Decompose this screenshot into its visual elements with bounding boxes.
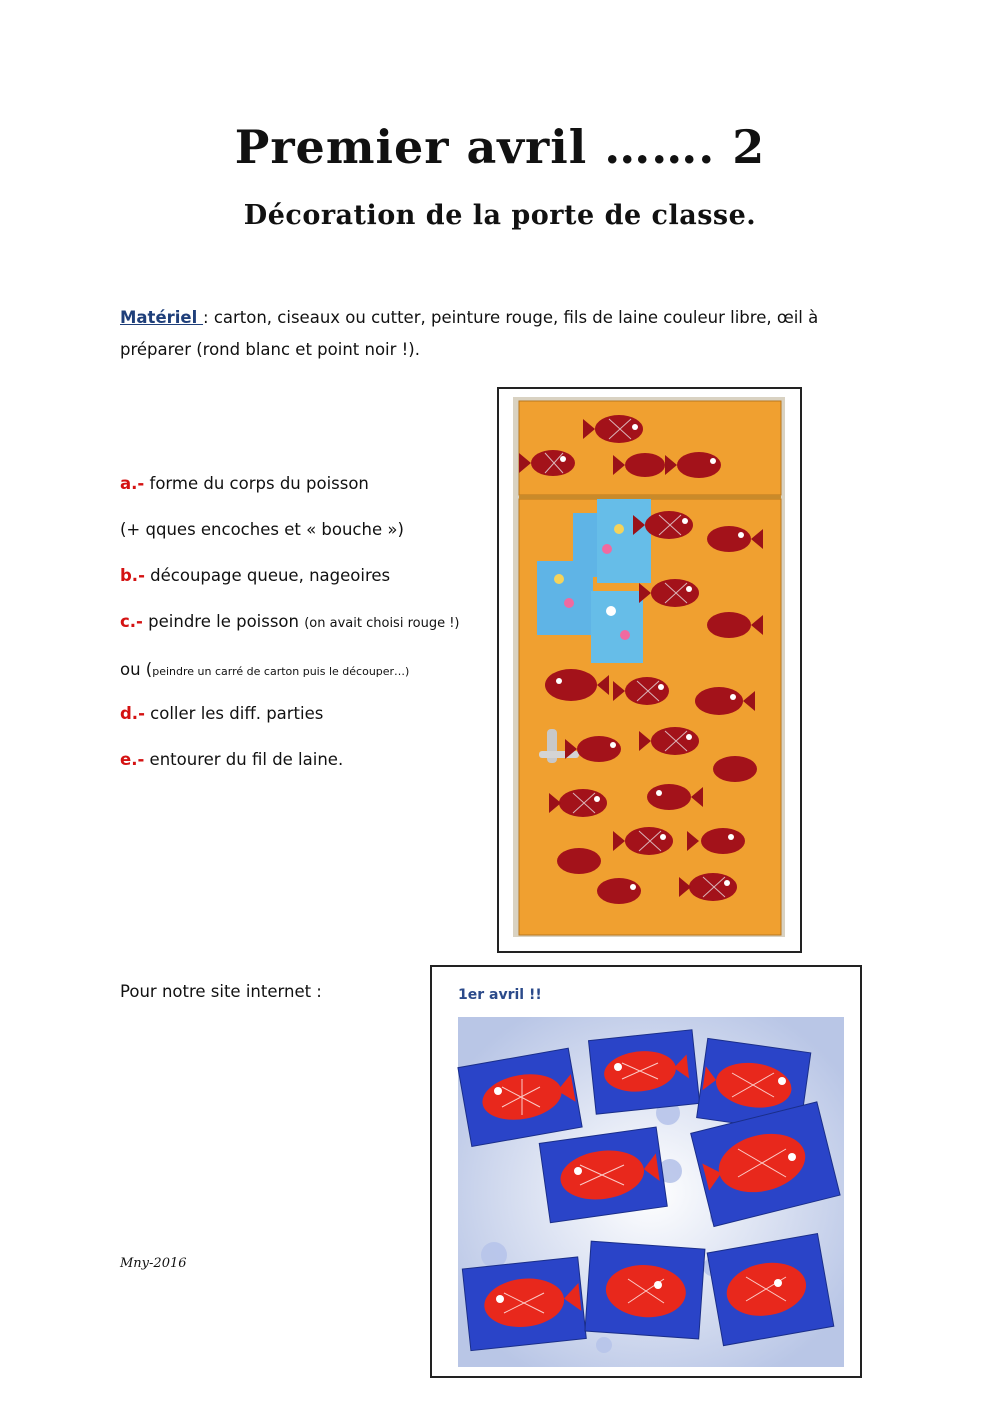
site-label: Pour notre site internet : xyxy=(120,982,322,1001)
step-a-detail: (+ qques encoches et « bouche ») xyxy=(120,520,404,539)
website-image-frame xyxy=(430,965,862,1378)
door-photo-frame xyxy=(497,387,802,953)
page-subtitle: Décoration de la porte de classe. xyxy=(243,200,757,231)
materials-label: Matériel xyxy=(120,308,204,327)
step-c-alt: ou (peindre un carré de carton puis le découper…) xyxy=(120,660,410,679)
page-title: Premier avril ……. 2 xyxy=(234,120,766,174)
step-c: c.- peindre le poisson (on avait choisi rouge !) xyxy=(120,612,460,631)
step-d: d.- coller les diff. parties xyxy=(120,704,324,723)
materials-text: : carton, ciseaux ou cutter, peinture rouge, fils de laine couleur libre, œil à préparer (rond blanc et point noir !). xyxy=(120,308,819,359)
website-image xyxy=(432,967,860,1376)
step-b: b.- découpage queue, nageoires xyxy=(120,566,391,585)
materials-paragraph xyxy=(120,302,880,366)
door-photo xyxy=(499,389,800,951)
step-e: e.- entourer du fil de laine. xyxy=(120,750,344,769)
step-a: a.- forme du corps du poisson xyxy=(120,474,369,493)
signature: Mny-2016 xyxy=(120,1256,187,1271)
website-image-title: 1er avril !! xyxy=(458,987,542,1003)
